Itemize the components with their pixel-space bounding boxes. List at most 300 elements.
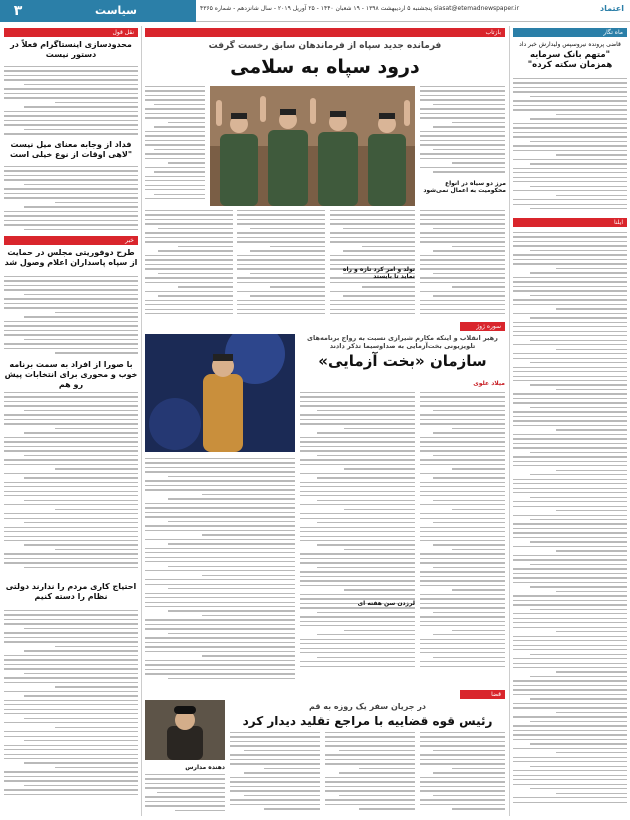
text-line	[556, 671, 627, 672]
text-line	[513, 465, 627, 466]
text-line	[513, 461, 627, 462]
text-line	[168, 498, 296, 499]
text-line	[420, 268, 505, 269]
text-line	[513, 190, 627, 191]
text-line	[530, 340, 627, 341]
text-line	[4, 450, 138, 451]
text-line	[300, 392, 415, 393]
text-line	[24, 628, 138, 629]
text-line	[24, 762, 138, 763]
text-line	[420, 437, 505, 438]
text-line	[237, 277, 325, 278]
text-line	[202, 655, 295, 656]
text-line	[420, 763, 505, 764]
text-line	[158, 295, 233, 296]
text-line	[513, 353, 627, 354]
text-line	[513, 613, 627, 614]
text-line	[513, 757, 627, 758]
text-line	[420, 291, 505, 292]
text-line	[433, 477, 505, 478]
text-line	[237, 300, 325, 301]
text-line	[513, 479, 627, 480]
text-line	[145, 480, 295, 481]
text-line	[420, 241, 505, 242]
text-line	[145, 189, 205, 190]
text-line	[145, 796, 225, 797]
text-line	[145, 787, 225, 788]
text-line	[513, 204, 627, 205]
text-line	[24, 718, 138, 719]
text-line	[433, 250, 505, 251]
text-line	[4, 276, 138, 277]
article-subhead: دهنده مدارس	[185, 764, 225, 771]
text-line	[530, 407, 627, 408]
text-line	[343, 228, 415, 229]
text-line	[145, 805, 225, 806]
text-line	[420, 580, 505, 581]
text-line	[300, 405, 415, 406]
text-line	[420, 576, 505, 577]
text-line	[433, 228, 505, 229]
text-line	[513, 420, 627, 421]
text-line	[300, 482, 415, 483]
text-line	[513, 159, 627, 160]
text-line	[145, 673, 295, 674]
text-line	[4, 224, 138, 225]
text-line	[420, 607, 505, 608]
byline: میلاد علوی	[473, 380, 505, 387]
text-line	[55, 686, 138, 687]
text-line	[145, 602, 295, 603]
text-line	[339, 750, 416, 751]
cleric-photo	[145, 700, 225, 760]
text-line	[145, 462, 295, 463]
text-line	[145, 801, 225, 802]
text-line	[55, 727, 138, 728]
text-line	[420, 491, 505, 492]
text-line	[145, 140, 205, 141]
text-line	[452, 468, 505, 469]
text-line	[530, 788, 627, 789]
text-line	[433, 634, 505, 635]
text-line	[55, 767, 138, 768]
text-line	[420, 562, 505, 563]
text-line	[300, 558, 415, 559]
text-line	[300, 495, 415, 496]
text-line	[4, 330, 138, 331]
article-body	[420, 392, 505, 670]
text-line	[513, 658, 627, 659]
text-line	[145, 99, 205, 100]
text-line	[513, 286, 627, 287]
text-line	[230, 759, 320, 760]
text-line	[325, 736, 415, 737]
article-body	[145, 86, 205, 203]
text-line	[230, 754, 320, 755]
text-line	[145, 214, 233, 215]
text-line	[330, 237, 415, 238]
text-line	[145, 503, 295, 504]
text-line	[513, 689, 627, 690]
text-line	[4, 285, 138, 286]
text-line	[4, 307, 138, 308]
text-line	[513, 492, 627, 493]
text-line	[4, 713, 138, 714]
text-line	[4, 93, 138, 94]
article-body	[300, 392, 415, 670]
text-line	[4, 437, 138, 438]
text-line	[300, 437, 415, 438]
text-line	[230, 790, 320, 791]
text-line	[145, 651, 295, 652]
text-line	[513, 649, 627, 650]
text-line	[513, 622, 627, 623]
text-line	[420, 759, 505, 760]
text-line	[420, 237, 505, 238]
text-line	[4, 789, 138, 790]
text-line	[513, 371, 627, 372]
text-line	[145, 664, 295, 665]
text-line	[513, 393, 627, 394]
text-line	[513, 501, 627, 502]
text-line	[24, 316, 138, 317]
text-line	[4, 553, 138, 554]
text-line	[420, 255, 505, 256]
text-line	[300, 401, 415, 402]
text-line	[330, 309, 415, 310]
text-line	[330, 300, 415, 301]
text-line	[4, 776, 138, 777]
text-line	[530, 250, 627, 251]
text-line	[433, 544, 505, 545]
text-line	[420, 804, 505, 805]
text-line	[344, 549, 415, 550]
text-line	[452, 286, 505, 287]
text-line	[145, 300, 233, 301]
text-line	[270, 286, 325, 287]
text-line	[145, 210, 233, 211]
text-line	[158, 250, 233, 251]
text-line	[530, 721, 627, 722]
text-line	[145, 584, 295, 585]
text-line	[317, 612, 415, 613]
text-line	[420, 790, 505, 791]
text-line	[359, 768, 415, 769]
text-line	[145, 219, 233, 220]
text-line	[513, 299, 627, 300]
text-line	[362, 246, 415, 247]
text-line	[433, 149, 505, 150]
text-line	[420, 603, 505, 604]
text-line	[4, 736, 138, 737]
text-line	[530, 452, 627, 453]
text-line	[250, 295, 325, 296]
text-line	[145, 485, 295, 486]
text-line	[237, 255, 325, 256]
text-line	[344, 630, 415, 631]
text-line	[4, 495, 138, 496]
text-line	[420, 571, 505, 572]
text-line	[330, 259, 415, 260]
text-line	[4, 527, 138, 528]
text-line	[325, 754, 415, 755]
text-line	[420, 423, 505, 424]
text-line	[433, 522, 505, 523]
text-line	[300, 423, 415, 424]
text-line	[300, 419, 415, 420]
text-line	[513, 559, 627, 560]
news-photo	[210, 86, 415, 206]
text-line	[4, 88, 138, 89]
text-line	[317, 477, 415, 478]
text-line	[420, 473, 505, 474]
text-line	[513, 775, 627, 776]
article-headline: "متهم بانک سرمایه همزمان سکته کرده"	[527, 50, 613, 70]
text-line	[4, 289, 138, 290]
text-line	[513, 181, 627, 182]
text-line	[24, 522, 138, 523]
text-line	[420, 786, 505, 787]
text-line	[4, 677, 138, 678]
text-line	[4, 133, 138, 134]
text-line	[420, 639, 505, 640]
text-line	[55, 102, 138, 103]
text-line	[237, 291, 325, 292]
text-line	[145, 241, 233, 242]
text-line	[4, 691, 138, 692]
text-line	[168, 678, 296, 679]
text-line	[420, 558, 505, 559]
text-line	[178, 286, 233, 287]
text-line	[237, 223, 325, 224]
text-line	[420, 401, 505, 402]
text-line	[513, 145, 627, 146]
text-line	[145, 530, 295, 531]
text-line	[158, 273, 233, 274]
text-line	[4, 197, 138, 198]
text-line	[317, 522, 415, 523]
text-line	[4, 325, 138, 326]
text-line	[4, 79, 138, 80]
text-line	[4, 709, 138, 710]
text-line	[237, 268, 325, 269]
text-line	[420, 392, 505, 393]
text-line	[4, 303, 138, 304]
text-line	[325, 799, 415, 800]
text-line	[202, 615, 295, 616]
text-line	[344, 468, 415, 469]
text-line	[300, 527, 415, 528]
text-line	[420, 621, 505, 622]
text-line	[513, 411, 627, 412]
text-line	[420, 113, 505, 114]
text-line	[513, 779, 627, 780]
text-line	[513, 595, 627, 596]
text-line	[530, 96, 627, 97]
text-line	[513, 367, 627, 368]
article-body	[513, 232, 627, 806]
text-line	[513, 447, 627, 448]
text-line	[325, 786, 415, 787]
text-line	[168, 521, 296, 522]
text-line	[420, 518, 505, 519]
text-line	[513, 568, 627, 569]
article-body	[420, 732, 505, 813]
tv-host-photo	[145, 334, 295, 452]
text-line	[530, 519, 627, 520]
text-line	[145, 507, 295, 508]
text-line	[145, 158, 205, 159]
text-line	[317, 657, 415, 658]
text-line	[420, 459, 505, 460]
text-line	[513, 443, 627, 444]
text-line	[433, 772, 505, 773]
text-line	[530, 586, 627, 587]
text-line	[530, 766, 627, 767]
article-body	[4, 66, 138, 138]
text-line	[4, 215, 138, 216]
text-line	[513, 259, 627, 260]
text-line	[24, 294, 138, 295]
text-line	[145, 597, 295, 598]
text-line	[420, 135, 505, 136]
text-line	[145, 548, 295, 549]
text-line	[237, 264, 325, 265]
text-line	[264, 808, 320, 809]
text-line	[145, 176, 205, 177]
text-line	[145, 223, 233, 224]
text-line	[433, 273, 505, 274]
text-line	[530, 295, 627, 296]
text-line	[154, 149, 205, 150]
text-line	[530, 317, 627, 318]
section-tag: ایلنا	[513, 218, 627, 227]
text-line	[325, 777, 415, 778]
text-line	[325, 732, 415, 733]
text-line	[237, 313, 325, 314]
text-line	[530, 163, 627, 164]
article-subhead: لرزدن سن هفته ای	[357, 600, 415, 607]
text-line	[556, 268, 627, 269]
text-line	[420, 282, 505, 283]
text-line	[556, 752, 627, 753]
text-line	[513, 322, 627, 323]
text-line	[24, 500, 138, 501]
text-line	[420, 531, 505, 532]
text-line	[420, 405, 505, 406]
text-line	[145, 185, 205, 186]
text-line	[145, 783, 225, 784]
article-body	[4, 166, 138, 233]
text-line	[4, 614, 138, 615]
text-line	[452, 509, 505, 510]
text-line	[24, 544, 138, 545]
text-line	[168, 476, 296, 477]
text-line	[300, 621, 415, 622]
text-line	[513, 797, 627, 798]
text-line	[145, 471, 295, 472]
text-line	[145, 113, 205, 114]
text-line	[4, 405, 138, 406]
text-line	[530, 186, 627, 187]
text-line	[513, 716, 627, 717]
text-line	[145, 90, 205, 91]
text-line	[556, 470, 627, 471]
text-line	[513, 506, 627, 507]
text-line	[300, 594, 415, 595]
text-line	[420, 131, 505, 132]
text-line	[4, 446, 138, 447]
text-line	[420, 313, 505, 314]
text-line	[4, 758, 138, 759]
text-line	[513, 78, 627, 79]
text-line	[24, 455, 138, 456]
text-line	[145, 304, 233, 305]
text-line	[513, 577, 627, 578]
text-line	[317, 567, 415, 568]
text-line	[343, 295, 415, 296]
text-line	[513, 335, 627, 336]
text-line	[55, 352, 138, 353]
text-line	[264, 768, 320, 769]
text-line	[530, 474, 627, 475]
text-line	[300, 491, 415, 492]
text-line	[145, 778, 225, 779]
text-line	[4, 419, 138, 420]
text-line	[230, 736, 320, 737]
text-line	[145, 660, 295, 661]
text-line	[24, 650, 138, 651]
text-line	[420, 419, 505, 420]
text-line	[513, 555, 627, 556]
text-line	[4, 531, 138, 532]
text-line	[145, 313, 233, 314]
text-line	[4, 619, 138, 620]
text-line	[530, 698, 627, 699]
text-line	[178, 246, 233, 247]
text-line	[513, 694, 627, 695]
text-line	[513, 109, 627, 110]
text-line	[24, 673, 138, 674]
text-line	[230, 777, 320, 778]
text-line	[4, 771, 138, 772]
text-line	[250, 250, 325, 251]
article-title: رئیس قوه قضاییه با مراجع تقلید دیدار کرد	[242, 714, 493, 728]
text-line	[420, 652, 505, 653]
text-line	[513, 640, 627, 641]
text-line	[317, 455, 415, 456]
article-body	[145, 210, 233, 318]
text-line	[4, 641, 138, 642]
article-body	[237, 210, 325, 318]
text-line	[420, 144, 505, 145]
text-line	[145, 570, 295, 571]
text-line	[513, 87, 627, 88]
text-line	[317, 500, 415, 501]
text-line	[24, 567, 138, 568]
text-line	[300, 553, 415, 554]
text-line	[145, 619, 295, 620]
text-line	[420, 504, 505, 505]
news-photo	[145, 334, 295, 452]
text-line	[420, 625, 505, 626]
text-line	[4, 623, 138, 624]
text-line	[433, 455, 505, 456]
text-line	[513, 290, 627, 291]
text-line	[530, 362, 627, 363]
text-line	[300, 540, 415, 541]
text-line	[175, 810, 225, 811]
